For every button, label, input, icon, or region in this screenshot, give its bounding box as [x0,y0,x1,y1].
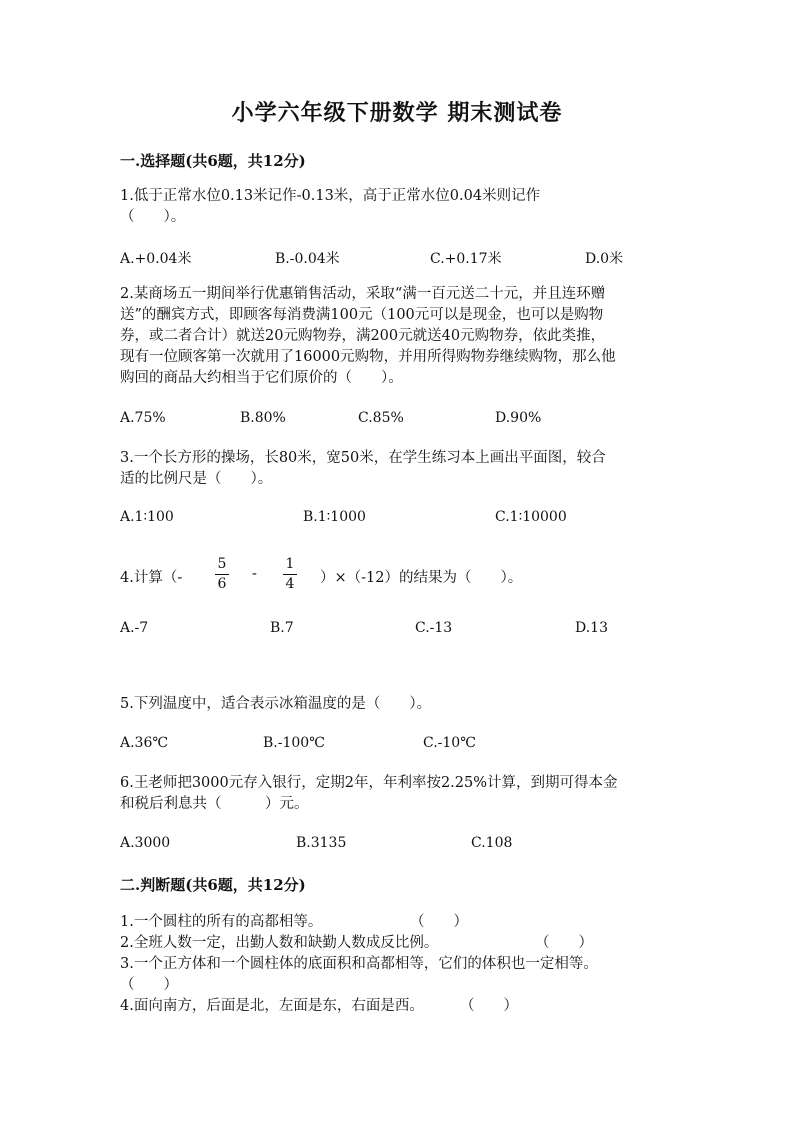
option-a: A.+0.04米 [120,251,192,267]
answer-blank: （ ） [410,914,468,930]
option-c: C.85% [358,410,404,426]
option-d: D.13 [575,620,608,636]
option-d: D.0米 [585,251,624,267]
option-a: A.36℃ [120,735,169,751]
option-a: A.75% [120,410,166,426]
option-b: B.-100℃ [263,735,325,751]
answer-blank: （ ） [460,998,518,1014]
option-c: C.108 [471,835,513,851]
question-text: 送”的酬宾方式，即顾客每消费满100元（100元可以是现金，也可以是购物 [120,307,604,323]
page-title: 小学六年级下册数学 期末测试卷 [231,100,563,126]
option-a: A.3000 [120,835,171,851]
question-text: ）×（-12）的结果为（ ）。 [320,570,523,586]
judgement-item-4 [120,996,518,1017]
item-text: 3.一个正方体和一个圆柱体的底面积和高都相等，它们的体积也一定相等。 [120,956,598,972]
answer-blank: （ ） [120,977,178,993]
question-text: 5.下列温度中，适合表示冰箱温度的是（ ）。 [120,696,432,712]
option-c: C.-13 [415,620,453,636]
item-text: 4.面向南方，后面是北，左面是东，右面是西。 [120,998,424,1014]
judgement-item-1 [120,912,468,933]
option-b: B.3135 [296,835,347,851]
item-text: 1.一个圆柱的所有的高都相等。 [120,914,323,930]
fraction-denominator: 6 [217,576,227,592]
option-b: B.1∶1000 [303,509,366,525]
question-5 [120,694,680,715]
question-text: 和税后利息共（ ）元。 [120,796,309,812]
question-text: 2.某商场五一期间举行优惠销售活动，采取“满一百元送二十元，并且连环赠 [120,286,606,302]
option-c: C.-10℃ [423,735,476,751]
question-text: 适的比例尺是（ ）。 [120,471,273,487]
item-text: 2.全班人数一定，出勤人数和缺勤人数成反比例。 [120,935,439,951]
option-b: B.7 [270,620,294,636]
fraction-5-6 [214,555,230,593]
option-a: A.1∶100 [120,509,174,525]
question-text: 现有一位顾客第一次就用了16000元购物，并用所得购物券继续购物，那么他 [120,349,616,365]
fraction-numerator: 1 [285,556,295,572]
question-text: （ ）。 [120,209,186,225]
question-text: 1.低于正常水位0.13米记作-0.13米，高于正常水位0.04米则记作 [120,188,541,204]
section-heading-choice: 一.选择题(共6题，共12分) [120,152,306,170]
fraction-denominator: 4 [285,576,295,592]
question-3 [120,448,680,490]
question-text: 购回的商品大约相当于它们原价的（ ）。 [120,370,403,386]
section-heading-judgement: 二.判断题(共6题，共12分) [120,876,306,894]
answer-blank: （ ） [535,935,593,951]
option-b: B.-0.04米 [275,251,340,267]
question-text: 6.王老师把3000元存入银行，定期2年，年利率按2.25%计算，到期可得本金 [120,775,618,791]
fraction-1-4 [282,555,298,593]
question-text: 4.计算（- [120,570,183,586]
question-6 [120,773,680,815]
option-a: A.-7 [120,620,149,636]
question-4 [120,555,680,597]
question-2 [120,284,680,389]
option-b: B.80% [240,410,286,426]
judgement-item-3 [120,954,680,996]
question-text: 3.一个长方形的操场，长80米，宽50米，在学生练习本上画出平面图，较合 [120,450,606,466]
option-d: D.90% [495,410,542,426]
fraction-numerator: 5 [217,556,227,572]
option-c: C.1∶10000 [495,509,567,525]
judgement-item-2 [120,933,593,954]
question-1 [120,186,680,228]
option-c: C.+0.17米 [430,251,502,267]
minus-sign: - [252,566,257,582]
question-text: 券，或二者合计）就送20元购物券，满200元就送40元购物券，依此类推， [120,328,606,344]
